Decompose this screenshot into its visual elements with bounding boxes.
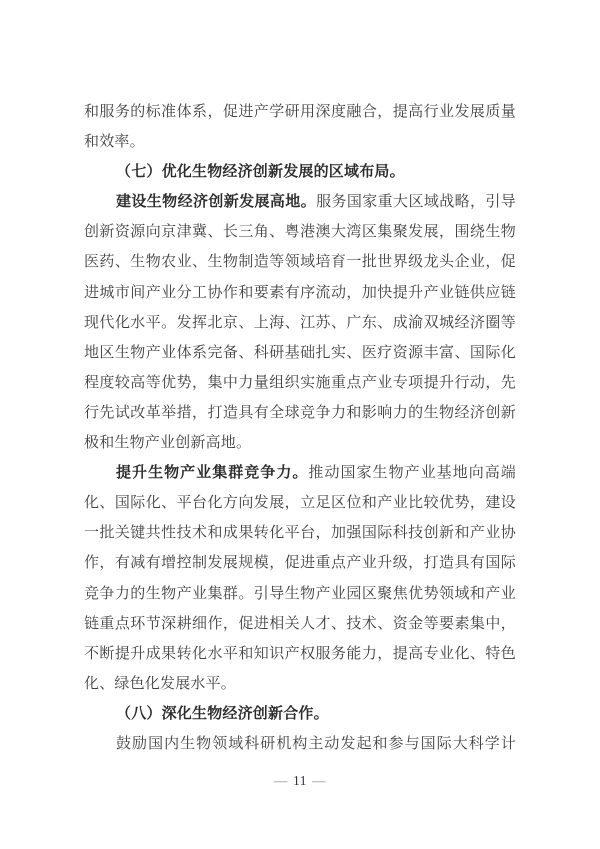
page-number-value: 11 <box>293 773 307 788</box>
text-line <box>84 579 516 609</box>
text-line <box>84 639 516 669</box>
text-line <box>84 338 516 368</box>
text-segment: 医药、生物农业、生物制造等领域培育一批世界级龙头企业，促 <box>84 254 516 271</box>
text-line <box>84 368 516 398</box>
text-line <box>84 548 516 578</box>
text-line <box>84 609 516 639</box>
text-segment: 服务国家重大区域战略，引导 <box>316 194 516 211</box>
document-body <box>84 97 516 759</box>
bold-text-segment: （八）深化生物经济创新合作。 <box>116 705 329 722</box>
text-line <box>84 518 516 548</box>
text-line <box>84 217 516 247</box>
text-line <box>84 699 516 729</box>
text-line <box>84 458 516 488</box>
text-segment: 化、绿色化发展水平。 <box>84 675 237 692</box>
text-line <box>84 488 516 518</box>
page-number-dash-left: — <box>274 773 288 788</box>
text-segment: 竞争力的生物产业集群。引导生物产业园区聚焦优势领域和产业 <box>84 585 516 602</box>
bold-text-segment: （七）优化生物经济创新发展的区域布局。 <box>116 164 405 181</box>
text-line <box>84 398 516 428</box>
bold-text-segment: 提升生物产业集群竞争力。 <box>116 465 309 482</box>
text-line <box>84 428 516 458</box>
text-line <box>84 669 516 699</box>
text-line <box>84 278 516 308</box>
text-segment: 创新资源向京津冀、长三角、粤港澳大湾区集聚发展，围绕生物 <box>84 224 516 241</box>
text-line <box>84 127 516 157</box>
text-segment: 极和生物产业创新高地。 <box>84 435 252 452</box>
text-segment: 化、国际化、平台化方向发展，立足区位和产业比较优势，建设 <box>84 495 516 512</box>
text-line <box>84 97 516 127</box>
text-segment: 地区生物产业体系完备、科研基础扎实、医疗资源丰富、国际化 <box>84 344 516 361</box>
text-segment: 不断提升成果转化水平和知识产权服务能力，提高专业化、特色 <box>84 645 516 662</box>
text-segment: 行先试改革举措，打造具有全球竞争力和影响力的生物经济创新 <box>84 404 516 421</box>
page-number <box>0 770 600 792</box>
text-segment: 鼓励国内生物领域科研机构主动发起和参与国际大科学计 <box>116 735 516 752</box>
text-line <box>84 247 516 277</box>
text-segment: 推动国家生物产业基地向高端 <box>308 465 516 482</box>
text-line <box>84 729 516 759</box>
text-segment: 和效率。 <box>84 134 145 151</box>
text-segment: 链重点环节深耕细作，促进相关人才、技术、资金等要素集中， <box>84 615 516 632</box>
bold-text-segment: 建设生物经济创新发展高地。 <box>116 194 317 211</box>
text-segment: 一批关键共性技术和成果转化平台，加强国际科技创新和产业协 <box>84 525 516 542</box>
text-segment: 现代化水平。发挥北京、上海、江苏、广东、成渝双城经济圈等 <box>84 314 516 331</box>
page-number-dash-right: — <box>312 773 326 788</box>
text-segment: 作，有减有增控制发展规模，促进重点产业升级，打造具有国际 <box>84 555 516 572</box>
text-line <box>84 308 516 338</box>
text-segment: 进城市间产业分工协作和要素有序流动，加快提升产业链供应链 <box>84 284 516 301</box>
text-segment: 和服务的标准体系，促进产学研用深度融合，提高行业发展质量 <box>84 104 516 120</box>
text-segment: 程度较高等优势，集中力量组织实施重点产业专项提升行动，先 <box>84 374 516 391</box>
text-line <box>84 187 516 217</box>
text-line <box>84 157 516 187</box>
